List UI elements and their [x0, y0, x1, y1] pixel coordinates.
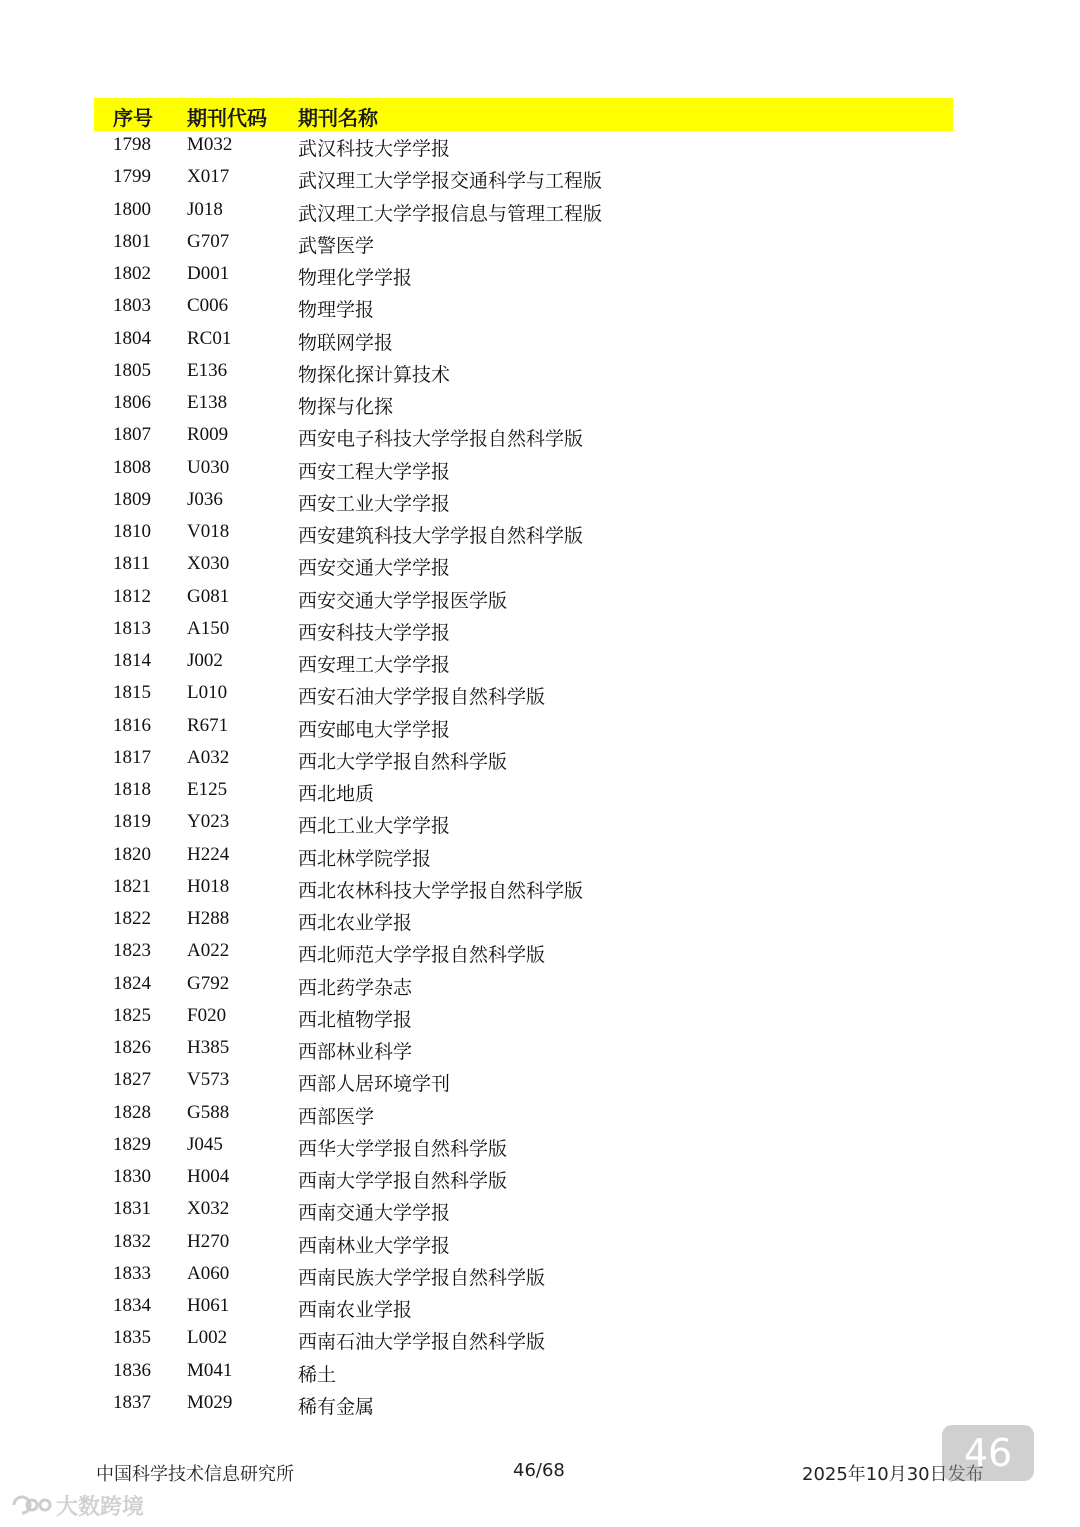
seq-cell: 1821 [113, 875, 151, 897]
seq-cell: 1806 [113, 392, 151, 413]
seq-cell: 1830 [113, 1166, 151, 1187]
table-row [94, 1002, 953, 1034]
name-cell: 西北林学院学报 [298, 847, 432, 870]
code-cell: M032 [187, 134, 233, 155]
seq-cell: 1836 [113, 1359, 151, 1381]
name-cell: 西北农业学报 [298, 912, 413, 934]
name-cell: 武汉理工大学学报信息与管理工程版 [298, 202, 603, 225]
table-row [94, 1292, 953, 1324]
table-row [94, 486, 953, 518]
name-cell: 西北植物学报 [298, 1008, 413, 1031]
seq-cell: 1829 [113, 1133, 151, 1155]
name-cell: 西北师范大学学报自然科学版 [298, 944, 546, 967]
page-number-badge: 46 [942, 1425, 1034, 1481]
seq-cell: 1804 [113, 327, 151, 349]
code-cell: X032 [187, 1198, 230, 1220]
name-cell: 武汉理工大学学报交通科学与工程版 [298, 170, 603, 193]
table-row [94, 1034, 953, 1066]
name-cell: 西安邮电大学学报 [298, 718, 451, 741]
code-cell: R671 [187, 714, 229, 736]
footer-date: 2025年10月30日发布 [802, 1464, 984, 1485]
name-cell: 西安电子科技大学学报自然科学版 [298, 428, 584, 451]
footer-page: 46/68 [513, 1460, 565, 1481]
code-cell: F020 [187, 1004, 227, 1026]
table-row [94, 808, 953, 840]
brand-logo-icon [10, 1492, 52, 1518]
name-cell: 西安交通大学学报医学版 [298, 589, 508, 612]
name-cell: 物理学报 [298, 299, 375, 322]
table-row [94, 1131, 953, 1163]
seq-cell: 1808 [113, 456, 151, 478]
seq-cell: 1815 [113, 682, 151, 704]
code-cell: X017 [187, 166, 230, 188]
table-row [94, 1228, 953, 1260]
table-row [94, 647, 953, 679]
seq-cell: 1828 [113, 1101, 151, 1123]
seq-cell: 1833 [113, 1262, 151, 1284]
seq-cell: 1832 [113, 1230, 151, 1252]
name-cell: 西北药学杂志 [298, 976, 413, 999]
code-cell: J018 [187, 198, 223, 220]
seq-cell: 1818 [113, 779, 151, 800]
name-cell: 物探化探计算技术 [298, 363, 451, 386]
table-row [94, 1066, 953, 1098]
code-cell: R009 [187, 424, 229, 446]
code-cell: H061 [187, 1295, 230, 1316]
table-row [94, 615, 953, 647]
seq-cell: 1803 [113, 295, 151, 317]
name-cell: 西南民族大学学报自然科学版 [298, 1266, 546, 1289]
table-row [94, 357, 953, 389]
table-row [94, 518, 953, 550]
name-cell: 西安工程大学学报 [298, 460, 451, 483]
code-cell: G081 [187, 585, 230, 607]
code-cell: RC01 [187, 327, 232, 349]
name-cell: 物探与化探 [298, 396, 394, 418]
table-row [94, 228, 953, 260]
seq-cell: 1809 [113, 488, 151, 510]
table-row [94, 1324, 953, 1356]
table-row [94, 389, 953, 421]
name-cell: 西北工业大学学报 [298, 815, 451, 838]
code-cell: V573 [187, 1069, 230, 1091]
name-cell: 物联网学报 [298, 331, 394, 354]
seq-cell: 1824 [113, 972, 151, 994]
name-cell: 西北大学学报自然科学版 [298, 750, 508, 773]
name-cell: 西安工业大学学报 [298, 492, 451, 515]
table-row [94, 454, 953, 486]
seq-cell: 1800 [113, 198, 151, 220]
table-row [94, 163, 953, 195]
table-row [94, 776, 953, 808]
seq-cell: 1825 [113, 1004, 151, 1026]
name-cell: 西部人居环境学刊 [298, 1073, 451, 1096]
name-cell: 西部林业科学 [298, 1041, 413, 1063]
name-cell: 西安理工大学学报 [298, 654, 451, 676]
code-cell: E125 [187, 779, 228, 800]
seq-cell: 1819 [113, 811, 151, 833]
code-cell: A060 [187, 1262, 230, 1284]
table-row [94, 937, 953, 969]
table-row [94, 1389, 953, 1421]
name-cell: 西安科技大学学报 [298, 621, 451, 644]
table-row [94, 1260, 953, 1292]
code-cell: C006 [187, 295, 229, 317]
code-cell: L010 [187, 682, 228, 704]
seq-cell: 1805 [113, 359, 151, 381]
name-cell: 西北地质 [298, 783, 375, 805]
seq-cell: 1802 [113, 263, 151, 284]
seq-cell: 1835 [113, 1327, 151, 1349]
seq-cell: 1822 [113, 908, 151, 929]
table-row [94, 583, 953, 615]
table-row [94, 292, 953, 324]
code-cell: D001 [187, 263, 230, 284]
seq-cell: 1831 [113, 1198, 151, 1220]
name-cell: 西北农林科技大学学报自然科学版 [298, 879, 584, 902]
seq-cell: 1837 [113, 1391, 151, 1413]
name-cell: 武汉科技大学学报 [298, 138, 451, 160]
seq-cell: 1817 [113, 746, 151, 768]
code-cell: G588 [187, 1101, 230, 1123]
seq-cell: 1799 [113, 166, 151, 188]
table-row [94, 873, 953, 905]
table-row [94, 550, 953, 582]
code-cell: H385 [187, 1037, 230, 1058]
code-cell: U030 [187, 456, 230, 478]
table-row [94, 131, 953, 163]
code-cell: X030 [187, 553, 230, 575]
name-cell: 西安交通大学学报 [298, 557, 451, 580]
table-row [94, 1195, 953, 1227]
table-header [94, 98, 953, 131]
table-row [94, 970, 953, 1002]
name-cell: 武警医学 [298, 234, 375, 257]
name-cell: 西部医学 [298, 1105, 375, 1128]
seq-cell: 1798 [113, 134, 151, 155]
name-cell: 西安建筑科技大学学报自然科学版 [298, 525, 584, 547]
code-cell: H018 [187, 875, 230, 897]
name-cell: 西南交通大学学报 [298, 1202, 451, 1225]
code-cell: L002 [187, 1327, 228, 1349]
code-cell: G707 [187, 230, 230, 252]
seq-cell: 1827 [113, 1069, 151, 1091]
header-seq: 序号 [113, 106, 153, 130]
seq-cell: 1812 [113, 585, 151, 607]
code-cell: A032 [187, 746, 230, 768]
table-body [94, 131, 953, 1421]
header-code: 期刊代码 [187, 106, 267, 130]
seq-cell: 1826 [113, 1037, 151, 1058]
watermark [10, 1490, 144, 1520]
name-cell: 西南大学学报自然科学版 [298, 1170, 508, 1192]
table-row [94, 679, 953, 711]
table-row [94, 1163, 953, 1195]
table-row [94, 1357, 953, 1389]
name-cell: 西华大学学报自然科学版 [298, 1137, 508, 1160]
code-cell: E136 [187, 359, 228, 381]
name-cell: 西南农业学报 [298, 1299, 413, 1321]
seq-cell: 1810 [113, 521, 151, 542]
seq-cell: 1820 [113, 843, 151, 865]
name-cell: 稀土 [298, 1363, 337, 1386]
code-cell: Y023 [187, 811, 230, 833]
header-name: 期刊名称 [298, 106, 378, 130]
code-cell: A022 [187, 940, 230, 962]
name-cell: 西安石油大学学报自然科学版 [298, 686, 546, 709]
name-cell: 西南石油大学学报自然科学版 [298, 1331, 546, 1354]
table-row [94, 841, 953, 873]
code-cell: E138 [187, 392, 228, 413]
code-cell: M029 [187, 1391, 233, 1413]
seq-cell: 1823 [113, 940, 151, 962]
seq-cell: 1813 [113, 617, 151, 639]
seq-cell: 1807 [113, 424, 151, 446]
table-row [94, 421, 953, 453]
table-row [94, 325, 953, 357]
table-row [94, 196, 953, 228]
code-cell: J045 [187, 1133, 223, 1155]
table-row [94, 712, 953, 744]
code-cell: H224 [187, 843, 230, 865]
seq-cell: 1801 [113, 230, 151, 252]
watermark-text: 大数跨境 [56, 1494, 145, 1520]
code-cell: M041 [187, 1359, 233, 1381]
name-cell: 西南林业大学学报 [298, 1234, 451, 1257]
code-cell: J036 [187, 488, 223, 510]
seq-cell: 1811 [113, 553, 151, 575]
table-row [94, 744, 953, 776]
name-cell: 稀有金属 [298, 1395, 375, 1418]
code-cell: H288 [187, 908, 230, 929]
seq-cell: 1816 [113, 714, 151, 736]
footer-org: 中国科学技术信息研究所 [96, 1464, 294, 1485]
name-cell: 物理化学学报 [298, 267, 413, 289]
seq-cell: 1814 [113, 650, 151, 671]
table-row [94, 1099, 953, 1131]
code-cell: H270 [187, 1230, 230, 1252]
seq-cell: 1834 [113, 1295, 151, 1316]
table-row [94, 260, 953, 292]
code-cell: G792 [187, 972, 230, 994]
code-cell: H004 [187, 1166, 230, 1187]
code-cell: J002 [187, 650, 223, 671]
code-cell: A150 [187, 617, 230, 639]
code-cell: V018 [187, 521, 230, 542]
table-row [94, 905, 953, 937]
